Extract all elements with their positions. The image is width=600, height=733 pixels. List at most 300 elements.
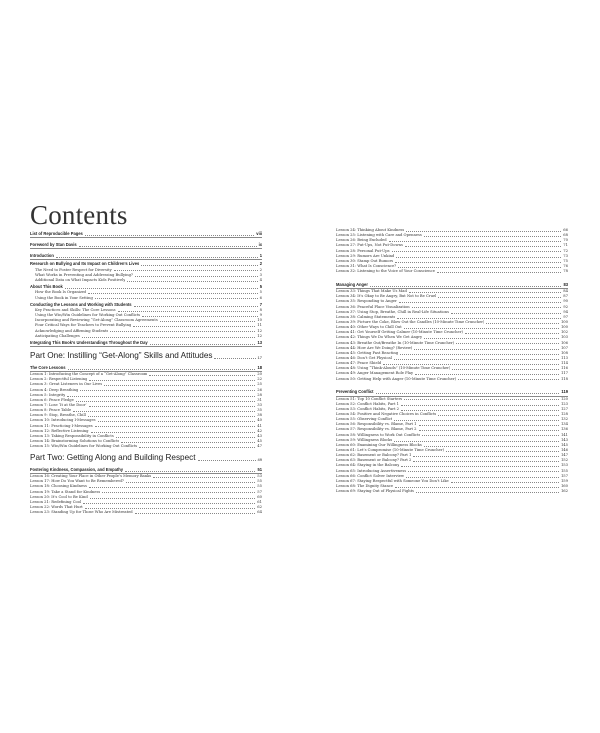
toc-entry-title: Research on Bullying and Its Impact on Children’s Lives bbox=[30, 261, 140, 267]
toc-entry-title: Lesson 29: Rumors Are Unkind bbox=[336, 253, 395, 258]
toc-entry-title: Key Practices and Skills: The Core Lessons bbox=[35, 308, 116, 313]
toc-dot-leader bbox=[370, 286, 562, 287]
toc-page-number: 33 bbox=[257, 403, 262, 407]
toc-entry-title: Managing Anger bbox=[336, 281, 368, 287]
toc-dot-leader bbox=[89, 487, 255, 488]
toc-page-number: 153 bbox=[560, 463, 568, 468]
toc-page-number: 146 bbox=[560, 447, 568, 452]
toc-page-number: 60 bbox=[257, 494, 262, 499]
toc-page-number: 162 bbox=[560, 489, 568, 494]
toc-page-number: 145 bbox=[560, 442, 568, 447]
toc-dot-leader bbox=[415, 374, 559, 375]
toc-dot-leader bbox=[404, 328, 559, 329]
toc-lesson-entry bbox=[30, 510, 262, 515]
toc-dot-leader bbox=[456, 343, 559, 344]
toc-dot-leader bbox=[65, 288, 258, 289]
toc-dot-leader bbox=[142, 316, 257, 317]
toc-page-number: 70 bbox=[563, 238, 568, 243]
toc-dot-leader bbox=[458, 379, 559, 380]
toc-entry-title: Lesson 10: Introducing I-Messages bbox=[30, 418, 96, 423]
toc-entry-title: Lesson 58: Willingness to Work Out Conflicts bbox=[336, 432, 421, 437]
toc-dot-leader bbox=[424, 338, 559, 339]
toc-entry-title: Lesson 36: Peaceful Place Visualization bbox=[336, 304, 410, 309]
toc-page-number: 9 bbox=[259, 313, 262, 318]
toc-section-heading bbox=[30, 241, 262, 248]
toc-dot-leader bbox=[139, 447, 255, 448]
toc-entry-title: Lesson 37: Using Stop, Breathe, Chill in Real-Life Situations bbox=[336, 309, 450, 314]
toc-dot-leader bbox=[437, 272, 561, 273]
toc-entry-title: Lesson 59: Willingness Blocks bbox=[336, 437, 393, 442]
toc-section-heading bbox=[30, 466, 262, 473]
toc-entry-title: Lesson 53: Conflict Habits, Part 2 bbox=[336, 406, 400, 411]
toc-entry-title: Lesson 62: Basement or Balcony? Part 1 bbox=[336, 453, 412, 458]
toc-entry-title: How the Book Is Organized bbox=[35, 290, 87, 295]
toc-page-number: 87 bbox=[563, 294, 568, 299]
toc-dot-leader bbox=[394, 420, 559, 421]
toc-entry-title: Lesson 46: Don’t Get Physical bbox=[336, 355, 392, 360]
toc-dot-leader bbox=[398, 267, 561, 268]
toc-dot-leader bbox=[424, 446, 559, 447]
toc-page-number: ix bbox=[258, 241, 262, 247]
toc-page-number: 127 bbox=[560, 406, 568, 411]
toc-page-number: viii bbox=[256, 230, 262, 236]
toc-page-number: 43 bbox=[257, 433, 262, 438]
toc-dot-leader bbox=[76, 401, 255, 402]
toc-page-number: 64 bbox=[257, 510, 262, 515]
section-gap bbox=[336, 274, 568, 278]
toc-dot-leader bbox=[414, 349, 559, 350]
toc-dot-leader bbox=[98, 421, 256, 422]
toc-entry-title: Lesson 43: Breathe Out/Breathe In (10-Minute Time Cruncher) bbox=[336, 340, 455, 345]
toc-entry-title: Lesson 30: Stamp Out Rumors bbox=[336, 258, 394, 263]
toc-entry-title: Lesson 34: It’s Okay to Be Angry, But Not to Be Cruel bbox=[336, 294, 437, 299]
toc-entry-title: Lesson 24: Thinking About Kindness bbox=[336, 227, 405, 232]
toc-dot-leader bbox=[114, 270, 258, 271]
toc-entry-title: Integrating This Book’s Understandings Throughout the Day bbox=[30, 339, 148, 345]
toc-dot-leader bbox=[80, 390, 255, 391]
toc-page-number: 5 bbox=[259, 283, 262, 289]
toc-page-number: 159 bbox=[560, 478, 568, 483]
toc-entry-title: Additional Data on What Impacts Kids Positively bbox=[35, 277, 126, 282]
toc-page-number: 152 bbox=[560, 458, 568, 463]
toc-dot-leader bbox=[134, 306, 258, 307]
toc-entry-title: Lesson 11: Practicing I-Messages bbox=[30, 423, 93, 428]
toc-dot-leader bbox=[409, 292, 561, 293]
toc-dot-leader bbox=[399, 302, 562, 303]
toc-page-number: 61 bbox=[257, 499, 262, 504]
toc-entry-title: List of Reproducible Pages bbox=[30, 230, 83, 236]
section-rule bbox=[30, 248, 262, 249]
toc-page-number: 76 bbox=[563, 263, 568, 268]
toc-entry-title: Lesson 40: Other Ways to Chill Out bbox=[336, 325, 402, 330]
toc-page-number: 128 bbox=[560, 411, 568, 416]
toc-dot-leader bbox=[395, 487, 559, 488]
toc-page-number: 107 bbox=[560, 345, 568, 350]
toc-dot-leader bbox=[79, 246, 257, 247]
toc-entry-title: Lesson 6: Peace Pledge bbox=[30, 397, 74, 402]
toc-dot-leader bbox=[422, 435, 559, 436]
toc-dot-leader bbox=[465, 333, 559, 334]
toc-page-number: 38 bbox=[257, 413, 262, 418]
toc-page-number: 31 bbox=[257, 397, 262, 402]
toc-entry-title: Lesson 42: Things We Do When We Get Angry bbox=[336, 335, 423, 340]
toc-page-number: 92 bbox=[563, 304, 568, 309]
toc-lesson-entry bbox=[30, 444, 262, 449]
toc-page-number: 71 bbox=[563, 243, 568, 248]
toc-page-number: 123 bbox=[560, 401, 568, 406]
toc-dot-leader bbox=[95, 426, 256, 427]
toc-dot-leader bbox=[405, 246, 561, 247]
toc-dot-leader bbox=[389, 241, 562, 242]
toc-page-number: 8 bbox=[259, 308, 262, 313]
toc-page-number: 49 bbox=[257, 457, 262, 463]
toc-entry-title: Lesson 20: It’s Cool to Be Kind bbox=[30, 494, 88, 499]
toc-dot-leader bbox=[133, 326, 255, 327]
toc-dot-leader bbox=[68, 369, 256, 370]
toc-dot-leader bbox=[150, 344, 256, 345]
toc-entry-title: Lesson 23: Standing Up for Those Who Are Mistreated bbox=[30, 510, 133, 515]
toc-dot-leader bbox=[397, 318, 561, 319]
toc-entry-title: Lesson 27: Put-Ups, Not Put-Downs bbox=[336, 243, 403, 248]
toc-dot-leader bbox=[396, 257, 561, 258]
toc-dot-leader bbox=[141, 265, 257, 266]
toc-dot-leader bbox=[82, 337, 255, 338]
toc-page-number: 12 bbox=[257, 333, 262, 338]
toc-dot-leader bbox=[452, 369, 559, 370]
toc-entry-title: Lesson 55: Observing Conflict bbox=[336, 417, 393, 422]
toc-dot-leader bbox=[89, 406, 256, 407]
toc-dot-leader bbox=[67, 396, 255, 397]
toc-dot-leader bbox=[135, 513, 256, 514]
toc-page-number: 155 bbox=[560, 468, 568, 473]
toc-page-number: 141 bbox=[560, 432, 568, 437]
toc-entry-title: Fostering Kindness, Compassion, and Empathy bbox=[30, 466, 124, 472]
toc-entry-title: Lesson 41: Get Yourself Getting Calmer (10-Minute Time Cruncher) bbox=[336, 330, 463, 335]
toc-entry-title: Lesson 32: Listening to the Voice of Your Conscience bbox=[336, 269, 435, 274]
toc-page-number: 72 bbox=[563, 248, 568, 253]
toc-entry-title: Lesson 52: Conflict Habits, Part 1 bbox=[336, 401, 400, 406]
toc-dot-leader bbox=[446, 451, 559, 452]
toc-entry-title: Lesson 65: Introducing Assertiveness bbox=[336, 468, 407, 473]
toc-dot-leader bbox=[116, 437, 256, 438]
toc-page-number: 12 bbox=[257, 328, 262, 333]
toc-dot-leader bbox=[394, 359, 559, 360]
toc-dot-leader bbox=[376, 393, 560, 394]
toc-dot-leader bbox=[438, 297, 561, 298]
toc-page-number: 106 bbox=[560, 340, 568, 345]
toc-dot-leader bbox=[56, 257, 258, 258]
toc-dot-leader bbox=[127, 281, 257, 282]
toc-dot-leader bbox=[400, 354, 559, 355]
toc-entry-title: The Need to Foster Respect for Diversity bbox=[35, 267, 112, 272]
toc-entry-title: Lesson 4: Deep Breathing bbox=[30, 387, 79, 392]
toc-entry-title: Lesson 50: Getting Help with Anger (10-Minute Time Cruncher) bbox=[336, 376, 457, 381]
toc-dot-leader bbox=[451, 313, 561, 314]
toc-entry-title: Lesson 3: Great Listeners in Our Lives bbox=[30, 382, 103, 387]
toc-page-number: 2 bbox=[259, 261, 262, 267]
toc-dot-leader bbox=[214, 358, 255, 359]
toc-dot-leader bbox=[91, 432, 256, 433]
toc-page-number: 100 bbox=[560, 325, 568, 330]
toc-dot-leader bbox=[401, 466, 559, 467]
toc-dot-leader bbox=[438, 415, 559, 416]
toc-page-number: 75 bbox=[563, 258, 568, 263]
toc-entry-title: Using the Win/Win Guidelines for Working Out Conflicts bbox=[35, 313, 141, 318]
toc-left-column bbox=[30, 230, 262, 515]
toc-page-number: 157 bbox=[560, 473, 568, 478]
toc-dot-leader bbox=[90, 498, 256, 499]
toc-entry-title: Lesson 51: Top 10 Conflict Starters bbox=[336, 396, 403, 401]
toc-page-number: 136 bbox=[560, 427, 568, 432]
toc-page-number: 120 bbox=[560, 396, 568, 401]
toc-entry-title: Part Two: Getting Along and Building Respect bbox=[30, 453, 196, 463]
toc-entry-title: Lesson 68: The Dignity Stance bbox=[336, 483, 394, 488]
toc-page-number: 100 bbox=[560, 319, 568, 324]
toc-page-number: 57 bbox=[257, 489, 262, 494]
toc-entry-title: Lesson 45: Getting Past Reacting bbox=[336, 350, 399, 355]
toc-entry-title: Lesson 35: Responding to Anger bbox=[336, 299, 397, 304]
toc-dot-leader bbox=[424, 236, 561, 237]
toc-entry-title: Lesson 33: Things That Make Us Mad bbox=[336, 289, 407, 294]
toc-page-number: 1 bbox=[259, 252, 262, 258]
toc-dot-leader bbox=[85, 235, 255, 236]
toc-entry-title: Lesson 22: Words That Hurt bbox=[30, 505, 83, 509]
toc-page-number: 40 bbox=[257, 418, 262, 423]
toc-entry-title: Lesson 49: Anger Management Role Play bbox=[336, 371, 414, 376]
toc-dot-leader bbox=[413, 456, 559, 457]
toc-dot-leader bbox=[95, 298, 258, 299]
toc-page-number: 55 bbox=[257, 484, 262, 489]
toc-dot-leader bbox=[160, 321, 256, 322]
toc-part-heading bbox=[30, 350, 262, 361]
toc-page-number: 13 bbox=[257, 339, 262, 345]
toc-dot-leader bbox=[110, 331, 255, 332]
toc-dot-leader bbox=[395, 262, 561, 263]
toc-dot-leader bbox=[153, 477, 255, 478]
toc-section-heading bbox=[30, 364, 262, 371]
toc-dot-leader bbox=[451, 482, 559, 483]
toc-dot-leader bbox=[419, 425, 559, 426]
toc-dot-leader bbox=[85, 508, 256, 509]
toc-entry-title: Lesson 56: Responsibility vs. Blame, Part 1 bbox=[336, 422, 417, 427]
toc-entry-title: Lesson 67: Staying Respectful with Someone You Don’t Like bbox=[336, 478, 449, 483]
toc-dot-leader bbox=[89, 380, 255, 381]
section-rule bbox=[30, 346, 262, 347]
toc-dot-leader bbox=[88, 416, 255, 417]
toc-page-number: 114 bbox=[560, 361, 568, 366]
toc-dot-leader bbox=[404, 399, 559, 400]
toc-entry-title: Lesson 60: Examining Our Willingness Blocks bbox=[336, 442, 422, 447]
toc-entry-title: Lesson 1: Introducing the Concept of a “Get-Along” Classroom bbox=[30, 372, 148, 377]
toc-page-number: 108 bbox=[560, 350, 568, 355]
toc-dot-leader bbox=[149, 375, 255, 376]
toc-dot-leader bbox=[383, 364, 559, 365]
toc-page-number: 3 bbox=[259, 272, 262, 277]
toc-entry-title: Lesson 64: Staying in the Balcony bbox=[336, 463, 400, 468]
toc-page-number: 7 bbox=[259, 301, 262, 307]
toc-page-number: 20 bbox=[257, 372, 262, 377]
toc-page-number: 97 bbox=[563, 314, 568, 319]
toc-page-number: 42 bbox=[257, 428, 262, 433]
toc-entry-title: Incorporating and Reviewing “Get-Along” Classroom Agreements bbox=[35, 318, 158, 323]
toc-page-number: 47 bbox=[257, 444, 262, 449]
toc-page-number: 28 bbox=[257, 392, 262, 397]
toc-page-number: 22 bbox=[257, 377, 262, 382]
toc-dot-leader bbox=[118, 311, 258, 312]
toc-entry-title: Lesson 47: Peace Shield bbox=[336, 361, 382, 366]
toc-page-number: 116 bbox=[560, 366, 568, 371]
toc-dot-leader bbox=[401, 410, 559, 411]
toc-dot-leader bbox=[394, 441, 559, 442]
toc-entry-title: Lesson 19: Take a Stand for Kindness bbox=[30, 489, 101, 494]
toc-entry-title: Lesson 66: Conflict Solver Interview bbox=[336, 473, 405, 478]
toc-section-heading bbox=[30, 339, 262, 346]
toc-entry-title: Lesson 38: Calming Statements bbox=[336, 314, 396, 319]
toc-entry-title: Lesson 48: Using “Think-Alouds” (10-Minute Time Cruncher) bbox=[336, 366, 451, 371]
toc-dot-leader bbox=[104, 385, 255, 386]
toc-entry-title: Lesson 9: Stop, Breathe, Chill bbox=[30, 413, 86, 418]
toc-page-number: 113 bbox=[560, 355, 568, 360]
toc-entry-title: Lesson 12: Reflective Listening bbox=[30, 428, 89, 433]
toc-entry-title: Lesson 18: Choosing Kindness bbox=[30, 484, 87, 489]
toc-section-heading bbox=[336, 388, 568, 395]
toc-dot-leader bbox=[419, 430, 559, 431]
toc-entry-title: Introduction bbox=[30, 252, 54, 258]
toc-page-number: 25 bbox=[257, 382, 262, 387]
toc-dot-leader bbox=[416, 492, 559, 493]
toc-dot-leader bbox=[408, 471, 559, 472]
toc-page-number: 160 bbox=[560, 483, 568, 488]
toc-page-number: 117 bbox=[560, 371, 568, 376]
toc-entry-title: Four Critical Ways for Teachers to Prevent Bullying bbox=[35, 323, 132, 328]
toc-entry-title: Conducting the Lessons and Working with Students bbox=[30, 301, 132, 307]
toc-page-number: 26 bbox=[257, 387, 262, 392]
toc-dot-leader bbox=[401, 405, 559, 406]
toc-entry-title: Lesson 21: Redefining Cool bbox=[30, 499, 82, 504]
toc-dot-leader bbox=[486, 323, 559, 324]
toc-entry-title: Using the Book in Your Setting bbox=[35, 295, 93, 300]
toc-entry-title: Lesson 69: Staying Out of Physical Fights bbox=[336, 489, 414, 494]
toc-dot-leader bbox=[88, 293, 257, 294]
toc-dot-leader bbox=[126, 482, 255, 483]
toc-entry-title: Lesson 16: Creating Your Place in Other People’s Memory Banks bbox=[30, 474, 152, 479]
toc-entry-title: Lesson 2: Respectful Listening bbox=[30, 377, 88, 382]
toc-section-heading bbox=[30, 252, 262, 259]
toc-section-heading bbox=[30, 283, 262, 290]
toc-entry-title: Lesson 57: Responsibility vs. Blame, Part 2 bbox=[336, 427, 417, 432]
toc-page-number: 84 bbox=[563, 289, 568, 294]
toc-page-number: 45 bbox=[257, 438, 262, 443]
toc-page-number: 6 bbox=[259, 295, 262, 300]
toc-page-number: 62 bbox=[257, 505, 262, 509]
section-rule bbox=[30, 237, 262, 238]
toc-entry-title: Lesson 7: Lose ‘It at the Door’ bbox=[30, 403, 87, 407]
toc-section-heading bbox=[30, 301, 262, 308]
toc-page-number: 94 bbox=[563, 309, 568, 314]
section-gap bbox=[336, 382, 568, 386]
toc-entry-title: Lesson 14: Brainstorming Solutions to Conflicts bbox=[30, 438, 120, 443]
toc-entry-title: Foreword by Stan Davis bbox=[30, 241, 77, 247]
toc-page-number: 11 bbox=[257, 323, 262, 328]
toc-entry-title: Lesson 26: Being Excluded bbox=[336, 238, 387, 243]
toc-page-number: 132 bbox=[560, 417, 568, 422]
toc-right-column bbox=[336, 228, 568, 494]
toc-page-number: 53 bbox=[257, 474, 262, 479]
toc-entry-title: Lesson 28: Personal Put-Ups bbox=[336, 248, 390, 253]
toc-entry-title: Part One: Instilling “Get-Along” Skills and Attitudes bbox=[30, 351, 213, 361]
toc-dot-leader bbox=[406, 231, 561, 232]
toc-page-number: 55 bbox=[257, 479, 262, 484]
toc-entry-title: Lesson 61: Let’s Compromise (10-Minute Time Cruncher) bbox=[336, 447, 445, 452]
toc-entry-title: Acknowledging and Affirming Students bbox=[35, 328, 109, 333]
toc-section-heading bbox=[30, 260, 262, 267]
toc-page-number: 147 bbox=[560, 453, 568, 458]
toc-page-number: 2 bbox=[259, 267, 262, 272]
toc-page-number: 18 bbox=[257, 364, 262, 370]
toc-entry-title: Lesson 44: How Are We Doing? (Review) bbox=[336, 345, 413, 350]
toc-entry-title: About This Book bbox=[30, 283, 63, 289]
toc-lesson-entry bbox=[336, 489, 568, 494]
toc-page-number: 10 bbox=[257, 318, 262, 323]
toc-page-number: 83 bbox=[563, 281, 568, 287]
toc-entry-title: Lesson 54: Positive and Negative Choices in Conflicts bbox=[336, 411, 437, 416]
toc-entry-title: The Core Lessons bbox=[30, 364, 66, 370]
toc-entry-title: Preventing Conflict bbox=[336, 389, 374, 395]
toc-page-number: 134 bbox=[560, 422, 568, 427]
toc-page-number: 68 bbox=[563, 233, 568, 238]
toc-page-number: 35 bbox=[257, 408, 262, 413]
toc-dot-leader bbox=[125, 471, 255, 472]
toc-entry-title: Anticipating Challenges bbox=[35, 333, 80, 338]
toc-entry-title: Lesson 39: Picture the Coke, Blow Out the Candles (10-Minute Time Cruncher) bbox=[336, 319, 485, 324]
toc-page-number: 143 bbox=[560, 437, 568, 442]
toc-page-number: 51 bbox=[257, 466, 262, 472]
toc-page-number: 78 bbox=[563, 269, 568, 274]
toc-page-number: 66 bbox=[563, 227, 568, 232]
toc-page-number: 73 bbox=[563, 253, 568, 258]
toc-entry-title: Lesson 15: Win/Win Guidelines for Working Out Conflicts bbox=[30, 444, 138, 449]
toc-dot-leader bbox=[73, 411, 255, 412]
toc-dot-leader bbox=[121, 442, 255, 443]
toc-entry-title: Lesson 5: Integrity bbox=[30, 392, 66, 397]
toc-page-number: 17 bbox=[257, 355, 262, 361]
toc-entry-title: Lesson 13: Taking Responsibility in Conflicts bbox=[30, 433, 114, 438]
toc-page-number: 119 bbox=[561, 389, 568, 395]
toc-dot-leader bbox=[135, 276, 258, 277]
toc-part-heading bbox=[30, 452, 262, 463]
toc-dot-leader bbox=[83, 503, 255, 504]
toc-dot-leader bbox=[412, 307, 562, 308]
toc-dot-leader bbox=[102, 492, 255, 493]
toc-entry-title: What Works in Preventing and Addressing Bullying? bbox=[35, 272, 133, 277]
toc-dot-leader bbox=[198, 460, 256, 461]
toc-page-number: 118 bbox=[560, 376, 568, 381]
toc-entry-title: Lesson 63: Basement or Balcony? Part 2 bbox=[336, 458, 412, 463]
page-title: Contents bbox=[30, 200, 128, 230]
toc-entry-title: Lesson 31: What Is Conscience? bbox=[336, 263, 397, 268]
toc-entry-title: Lesson 8: Peace Table bbox=[30, 408, 72, 413]
toc-entry-title: Lesson 25: Listening with Care and Openness bbox=[336, 233, 422, 238]
toc-dot-leader bbox=[406, 477, 559, 478]
toc-page-number: 5 bbox=[259, 290, 262, 295]
toc-page-number: 4 bbox=[259, 277, 262, 282]
toc-dot-leader bbox=[413, 461, 559, 462]
toc-page-number: 41 bbox=[257, 423, 262, 428]
toc-page-number: 90 bbox=[563, 299, 568, 304]
toc-entry-title: Lesson 17: How Do You Want to Be Remembered? bbox=[30, 479, 124, 484]
toc-page-number: 103 bbox=[560, 335, 568, 340]
toc-section-heading bbox=[30, 230, 262, 237]
